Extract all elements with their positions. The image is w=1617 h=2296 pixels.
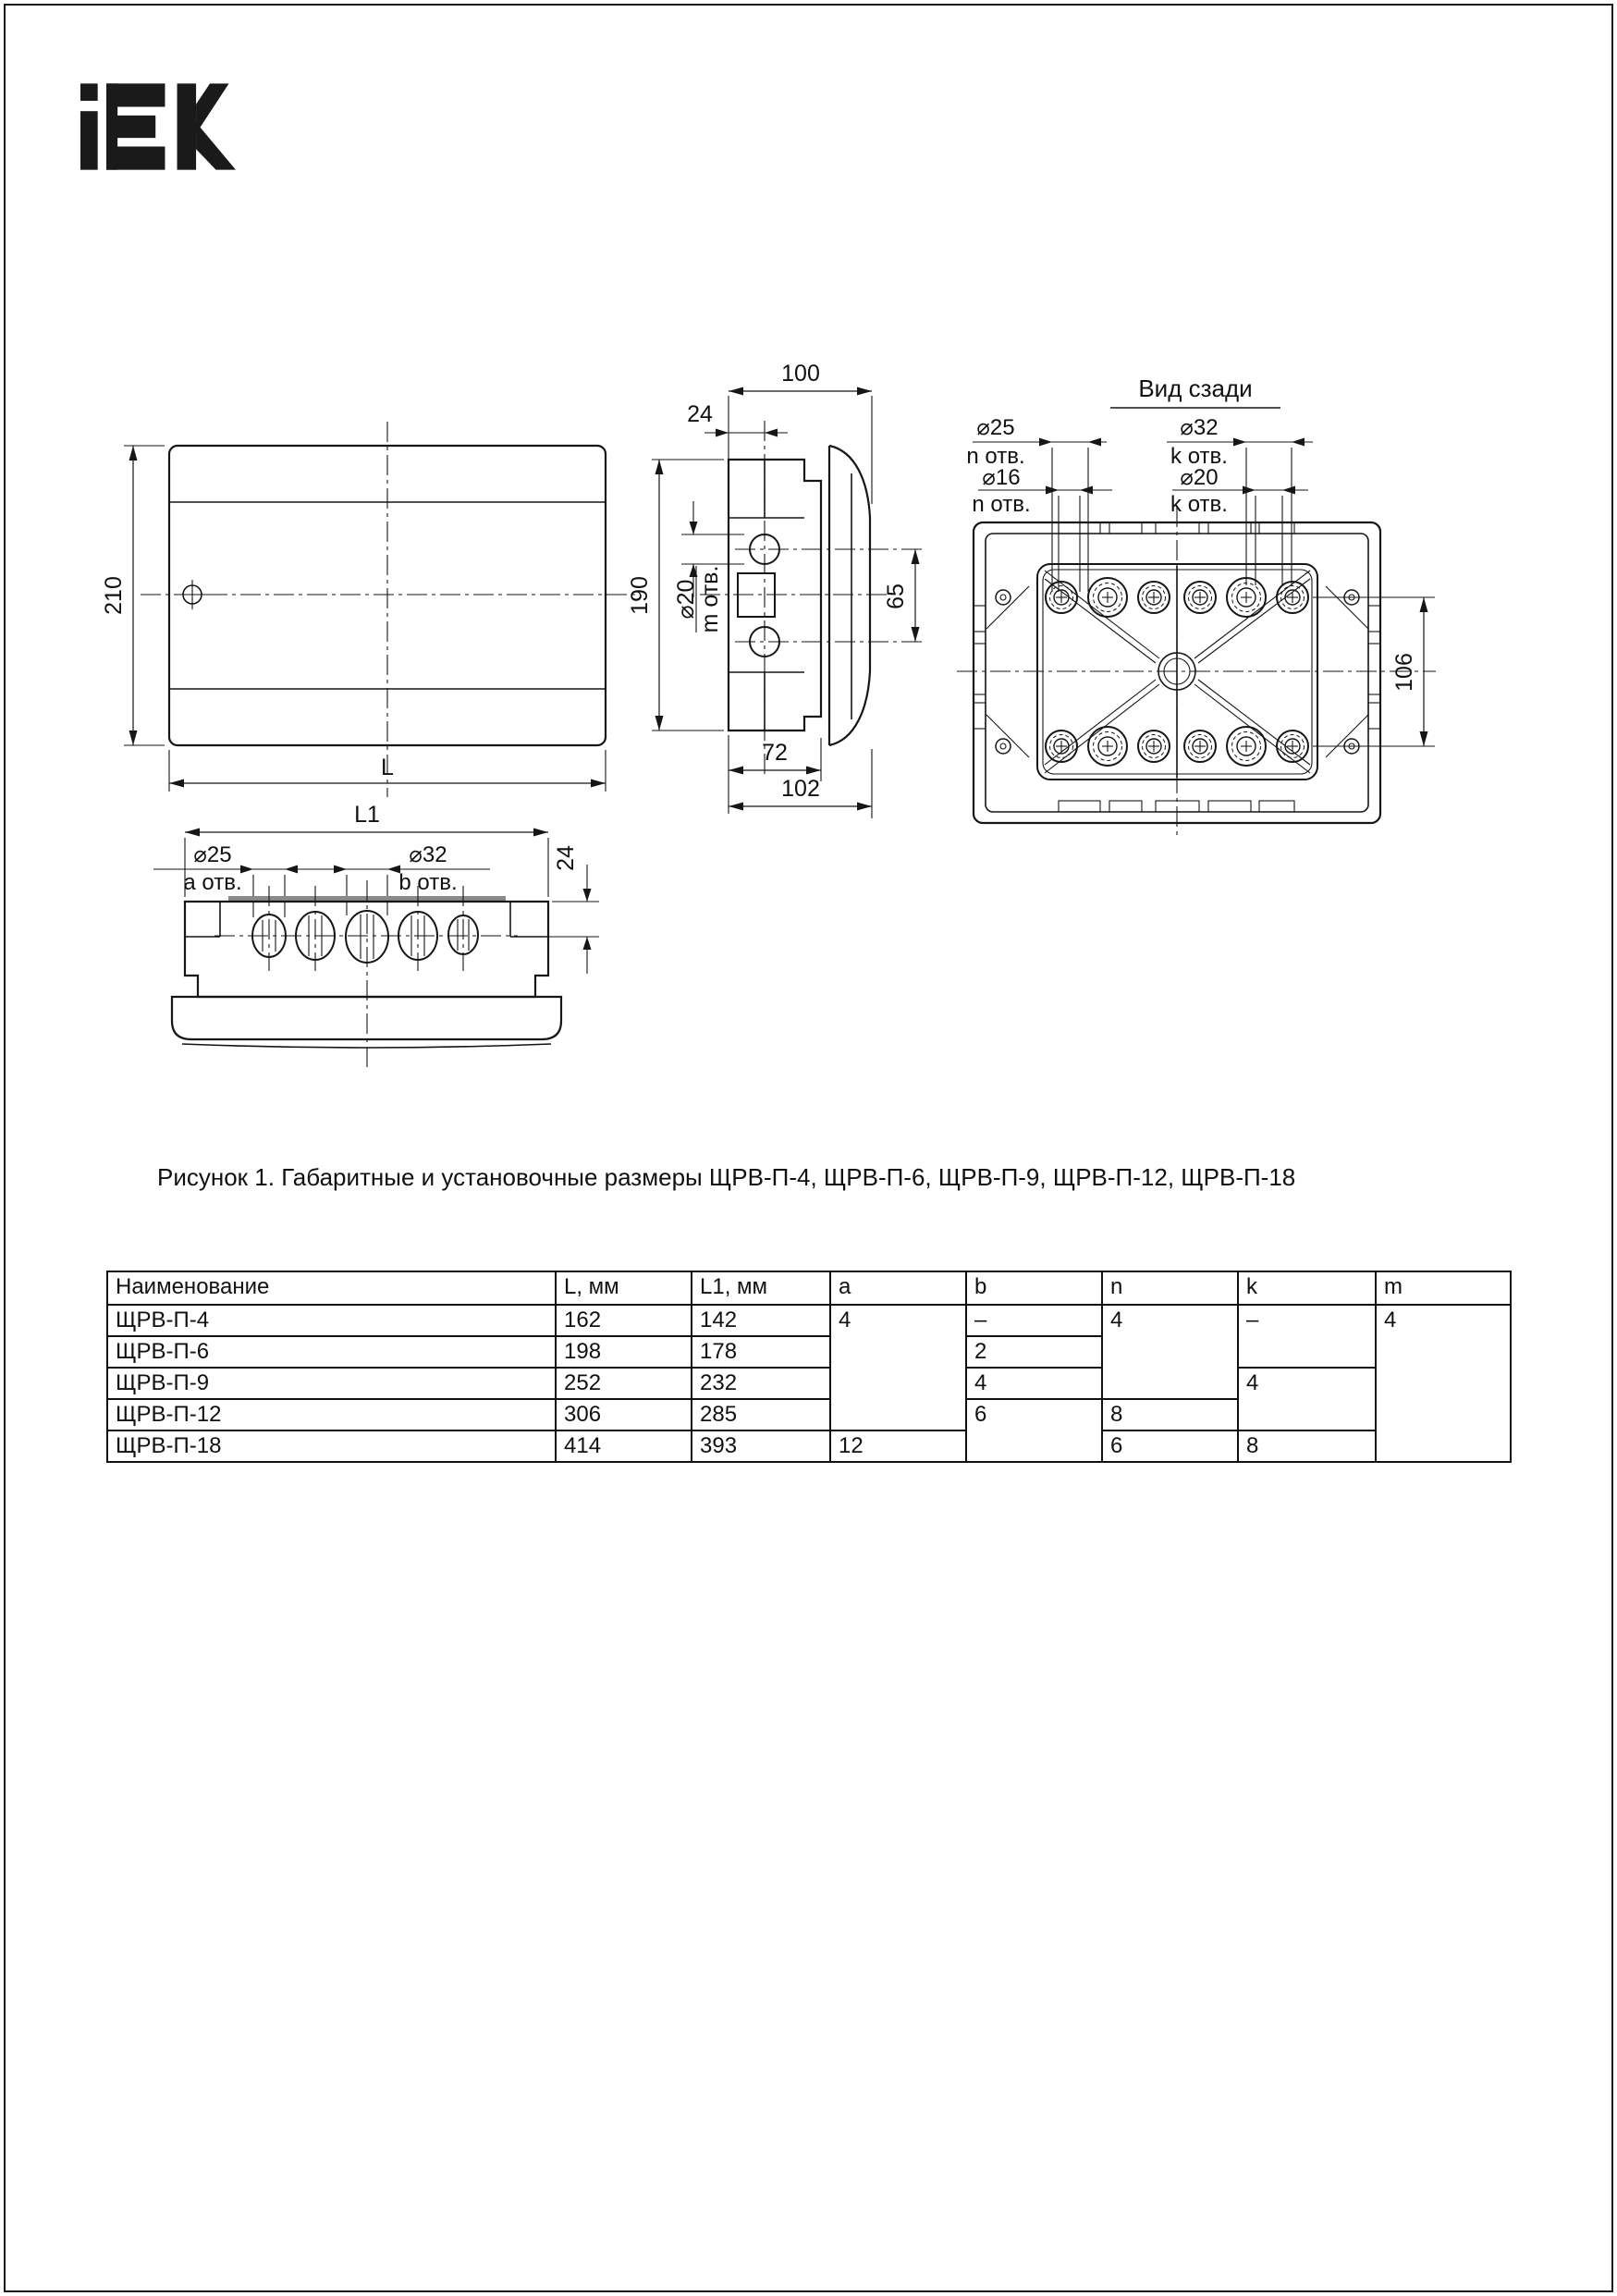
table-row <box>107 1305 1511 1336</box>
table-cell: 2 <box>966 1336 1102 1368</box>
back-callout-d20 <box>1170 465 1308 517</box>
side-height-label: 190 <box>627 576 653 615</box>
table-cell: 285 <box>692 1399 830 1430</box>
table-cell: ЩРВ-П-9 <box>107 1368 556 1399</box>
table-header-cell: L, мм <box>556 1271 692 1305</box>
table-cell: 6 <box>966 1399 1102 1462</box>
bottom-callout-d25 <box>153 842 325 895</box>
svg-text:⌀25: ⌀25 <box>193 842 232 867</box>
table-cell: 252 <box>556 1368 692 1399</box>
table-cell: 4 <box>830 1305 966 1430</box>
svg-text:k отв.: k отв. <box>1170 492 1228 517</box>
front-height-label: 210 <box>101 576 127 615</box>
svg-text:a отв.: a отв. <box>183 870 242 895</box>
svg-text:n отв.: n отв. <box>966 444 1025 469</box>
table-row <box>107 1368 1511 1399</box>
table-cell: ЩРВ-П-6 <box>107 1336 556 1368</box>
table-cell: 142 <box>692 1305 830 1336</box>
table-cell: – <box>966 1305 1102 1336</box>
table-cell: 232 <box>692 1368 830 1399</box>
table-cell: 306 <box>556 1399 692 1430</box>
back-callout-d32 <box>1167 415 1313 469</box>
svg-text:⌀32: ⌀32 <box>409 842 447 867</box>
table-header-cell: m <box>1376 1271 1511 1305</box>
side-view <box>627 361 925 818</box>
table-cell: 4 <box>1238 1368 1376 1430</box>
side-hole-count-label: m отв. <box>697 565 723 633</box>
table-cell: ЩРВ-П-12 <box>107 1399 556 1430</box>
table-cell: 4 <box>1102 1305 1238 1399</box>
table-cell: 8 <box>1238 1430 1376 1462</box>
back-spacing-label: 106 <box>1391 653 1417 692</box>
side-depth-label: 72 <box>762 740 788 766</box>
table-cell: 178 <box>692 1336 830 1368</box>
side-hole-dia-label: ⌀20 <box>673 579 699 620</box>
table-cell: 4 <box>1376 1305 1511 1462</box>
svg-text:n отв.: n отв. <box>972 492 1031 517</box>
table-header-cell: L1, мм <box>692 1271 830 1305</box>
table-header-cell: a <box>830 1271 966 1305</box>
table-header-cell: k <box>1238 1271 1376 1305</box>
table-cell: 414 <box>556 1430 692 1462</box>
table-cell: 12 <box>830 1430 966 1462</box>
dimensions-table <box>106 1271 1512 1463</box>
back-view <box>957 374 1436 840</box>
table-row <box>107 1430 1511 1462</box>
front-view <box>101 422 638 797</box>
bottom-width-label: L1 <box>354 802 380 828</box>
side-width-label: 100 <box>781 361 820 387</box>
table-cell: ЩРВ-П-4 <box>107 1305 556 1336</box>
svg-text:⌀16: ⌀16 <box>982 465 1021 490</box>
back-callout-d16 <box>972 465 1112 517</box>
table-cell: 198 <box>556 1336 692 1368</box>
back-callout-d25 <box>966 415 1107 469</box>
svg-text:⌀32: ⌀32 <box>1180 415 1219 440</box>
svg-text:⌀20: ⌀20 <box>1180 465 1219 490</box>
table-header-cell: n <box>1102 1271 1238 1305</box>
front-width-label: L <box>381 755 394 780</box>
figure-caption: Рисунок 1. Габаритные и установочные размеры ЩРВ-П-4, ЩРВ-П-6, ЩРВ-П-9, ЩРВ-П-12, ЩРВ-П-18 <box>157 1163 1296 1191</box>
table-cell: 393 <box>692 1430 830 1462</box>
svg-text:⌀25: ⌀25 <box>976 415 1015 440</box>
table-cell: – <box>1238 1305 1376 1368</box>
table-header-cell: b <box>966 1271 1102 1305</box>
back-view-title: Вид сзади <box>1138 374 1253 402</box>
side-lip-label: 24 <box>687 401 713 427</box>
side-depth-total-label: 102 <box>781 776 820 802</box>
bottom-view <box>153 802 599 1071</box>
svg-text:k отв.: k отв. <box>1170 444 1228 469</box>
bottom-lip-label: 24 <box>553 845 579 871</box>
table-cell: 8 <box>1102 1399 1238 1430</box>
table-header-cell: Наименование <box>107 1271 556 1305</box>
side-spacing-label: 65 <box>883 583 909 609</box>
table-header-row <box>107 1271 1511 1305</box>
table-cell: 6 <box>1102 1430 1238 1462</box>
table-cell: 162 <box>556 1305 692 1336</box>
table-cell: 4 <box>966 1368 1102 1399</box>
table-cell: ЩРВ-П-18 <box>107 1430 556 1462</box>
svg-text:b отв.: b отв. <box>398 870 458 895</box>
